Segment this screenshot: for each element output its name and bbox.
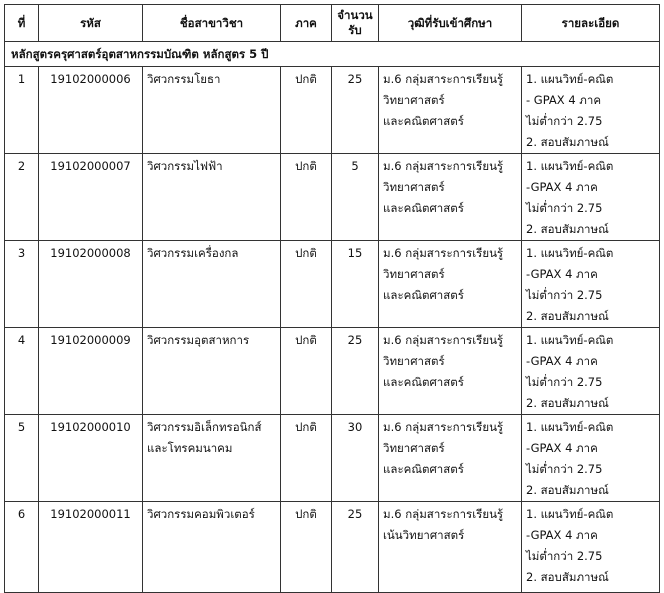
details-line: 1. แผนวิทย์-คณิต: [526, 159, 614, 173]
cell-program: วิศวกรรมเครื่องกล: [143, 241, 281, 328]
cell-term: ปกติ: [281, 154, 332, 241]
table-row: [5, 154, 660, 241]
cell-no: 6: [5, 502, 39, 593]
cell-program: วิศวกรรมอุตสาหการ: [143, 328, 281, 415]
cell-term: ปกติ: [281, 502, 332, 593]
cell-details: [522, 154, 660, 241]
qualification-line: ม.6 กลุ่มสาระการเรียนรู้: [383, 420, 504, 434]
qualification-line: วิทยาศาสตร์: [383, 93, 445, 107]
cell-program: วิศวกรรมโยธา: [143, 67, 281, 154]
cell-seats: 25: [332, 502, 379, 593]
cell-details: [522, 241, 660, 328]
header-term: ภาค: [281, 5, 332, 42]
cell-code: 19102000011: [39, 502, 143, 593]
qualification-line: ม.6 กลุ่มสาระการเรียนรู้: [383, 333, 504, 347]
details-line: ไม่ต่ำกว่า 2.75: [526, 462, 603, 476]
qualification-line: วิทยาศาสตร์: [383, 180, 445, 194]
section-row: [5, 42, 660, 67]
header-seats-line2: รับ: [348, 23, 362, 37]
header-qualification: วุฒิที่รับเข้าศึกษา: [379, 5, 522, 42]
cell-term: ปกติ: [281, 328, 332, 415]
details-line: 1. แผนวิทย์-คณิต: [526, 420, 614, 434]
details-line: 1. แผนวิทย์-คณิต: [526, 333, 614, 347]
header-details: รายละเอียด: [522, 5, 660, 42]
details-line: 1. แผนวิทย์-คณิต: [526, 72, 614, 86]
cell-no: 4: [5, 328, 39, 415]
cell-details: [522, 415, 660, 502]
qualification-line: และคณิตศาสตร์: [383, 375, 464, 389]
cell-seats: 15: [332, 241, 379, 328]
cell-no: 1: [5, 67, 39, 154]
details-line: 2. สอบสัมภาษณ์: [526, 135, 609, 149]
qualification-line: วิทยาศาสตร์: [383, 267, 445, 281]
table-row: [5, 328, 660, 415]
cell-qualification: [379, 67, 522, 154]
cell-no: 2: [5, 154, 39, 241]
qualification-line: ม.6 กลุ่มสาระการเรียนรู้: [383, 159, 504, 173]
details-line: ไม่ต่ำกว่า 2.75: [526, 201, 603, 215]
cell-details: [522, 67, 660, 154]
details-line: -GPAX 4 ภาค: [526, 441, 598, 455]
details-line: ไม่ต่ำกว่า 2.75: [526, 549, 603, 563]
cell-term: ปกติ: [281, 241, 332, 328]
cell-program: วิศวกรรมอิเล็กทรอนิกส์ และโทรคมนาคม: [143, 415, 281, 502]
cell-qualification: [379, 502, 522, 593]
table-row: [5, 415, 660, 502]
cell-seats: 25: [332, 328, 379, 415]
qualification-line: ม.6 กลุ่มสาระการเรียนรู้: [383, 507, 504, 521]
details-line: 2. สอบสัมภาษณ์: [526, 396, 609, 410]
details-line: 1. แผนวิทย์-คณิต: [526, 507, 614, 521]
table-row: [5, 67, 660, 154]
qualification-line: และคณิตศาสตร์: [383, 288, 464, 302]
cell-code: 19102000010: [39, 415, 143, 502]
qualification-line: วิทยาศาสตร์: [383, 441, 445, 455]
cell-details: [522, 328, 660, 415]
cell-code: 19102000006: [39, 67, 143, 154]
details-line: - GPAX 4 ภาค: [526, 93, 602, 107]
cell-code: 19102000009: [39, 328, 143, 415]
details-line: ไม่ต่ำกว่า 2.75: [526, 288, 603, 302]
cell-qualification: [379, 328, 522, 415]
cell-no: 5: [5, 415, 39, 502]
header-no: ที่: [5, 5, 39, 42]
qualification-line: และคณิตศาสตร์: [383, 114, 464, 128]
details-line: 2. สอบสัมภาษณ์: [526, 222, 609, 236]
details-line: 2. สอบสัมภาษณ์: [526, 570, 609, 584]
header-seats: [332, 5, 379, 42]
qualification-line: วิทยาศาสตร์: [383, 354, 445, 368]
details-line: ไม่ต่ำกว่า 2.75: [526, 114, 603, 128]
header-code: รหัส: [39, 5, 143, 42]
cell-term: ปกติ: [281, 415, 332, 502]
cell-qualification: [379, 241, 522, 328]
details-line: 2. สอบสัมภาษณ์: [526, 309, 609, 323]
qualification-line: ม.6 กลุ่มสาระการเรียนรู้: [383, 72, 504, 86]
header-program: ชื่อสาขาวิชา: [143, 5, 281, 42]
cell-seats: 25: [332, 67, 379, 154]
qualification-line: และคณิตศาสตร์: [383, 462, 464, 476]
qualification-line: ม.6 กลุ่มสาระการเรียนรู้: [383, 246, 504, 260]
table-row: [5, 241, 660, 328]
details-line: -GPAX 4 ภาค: [526, 354, 598, 368]
qualification-line: และคณิตศาสตร์: [383, 201, 464, 215]
section-title: หลักสูตรครุศาสตร์อุตสาหกรรมบัณฑิต หลักสูตร 5 ปี: [5, 42, 660, 67]
cell-term: ปกติ: [281, 67, 332, 154]
cell-qualification: [379, 154, 522, 241]
cell-seats: 5: [332, 154, 379, 241]
cell-seats: 30: [332, 415, 379, 502]
details-line: 2. สอบสัมภาษณ์: [526, 483, 609, 497]
header-row: [5, 5, 660, 42]
qualification-line: เน้นวิทยาศาสตร์: [383, 528, 465, 542]
cell-code: 19102000008: [39, 241, 143, 328]
details-line: ไม่ต่ำกว่า 2.75: [526, 375, 603, 389]
cell-code: 19102000007: [39, 154, 143, 241]
details-line: -GPAX 4 ภาค: [526, 528, 598, 542]
cell-details: [522, 502, 660, 593]
cell-qualification: [379, 415, 522, 502]
cell-no: 3: [5, 241, 39, 328]
details-line: 1. แผนวิทย์-คณิต: [526, 246, 614, 260]
header-seats-line1: จำนวน: [337, 8, 373, 22]
admission-table: [4, 4, 660, 593]
table-row: [5, 502, 660, 593]
details-line: -GPAX 4 ภาค: [526, 180, 598, 194]
details-line: -GPAX 4 ภาค: [526, 267, 598, 281]
cell-program: วิศวกรรมคอมพิวเตอร์: [143, 502, 281, 593]
table-body: [5, 67, 660, 593]
cell-program: วิศวกรรมไฟฟ้า: [143, 154, 281, 241]
